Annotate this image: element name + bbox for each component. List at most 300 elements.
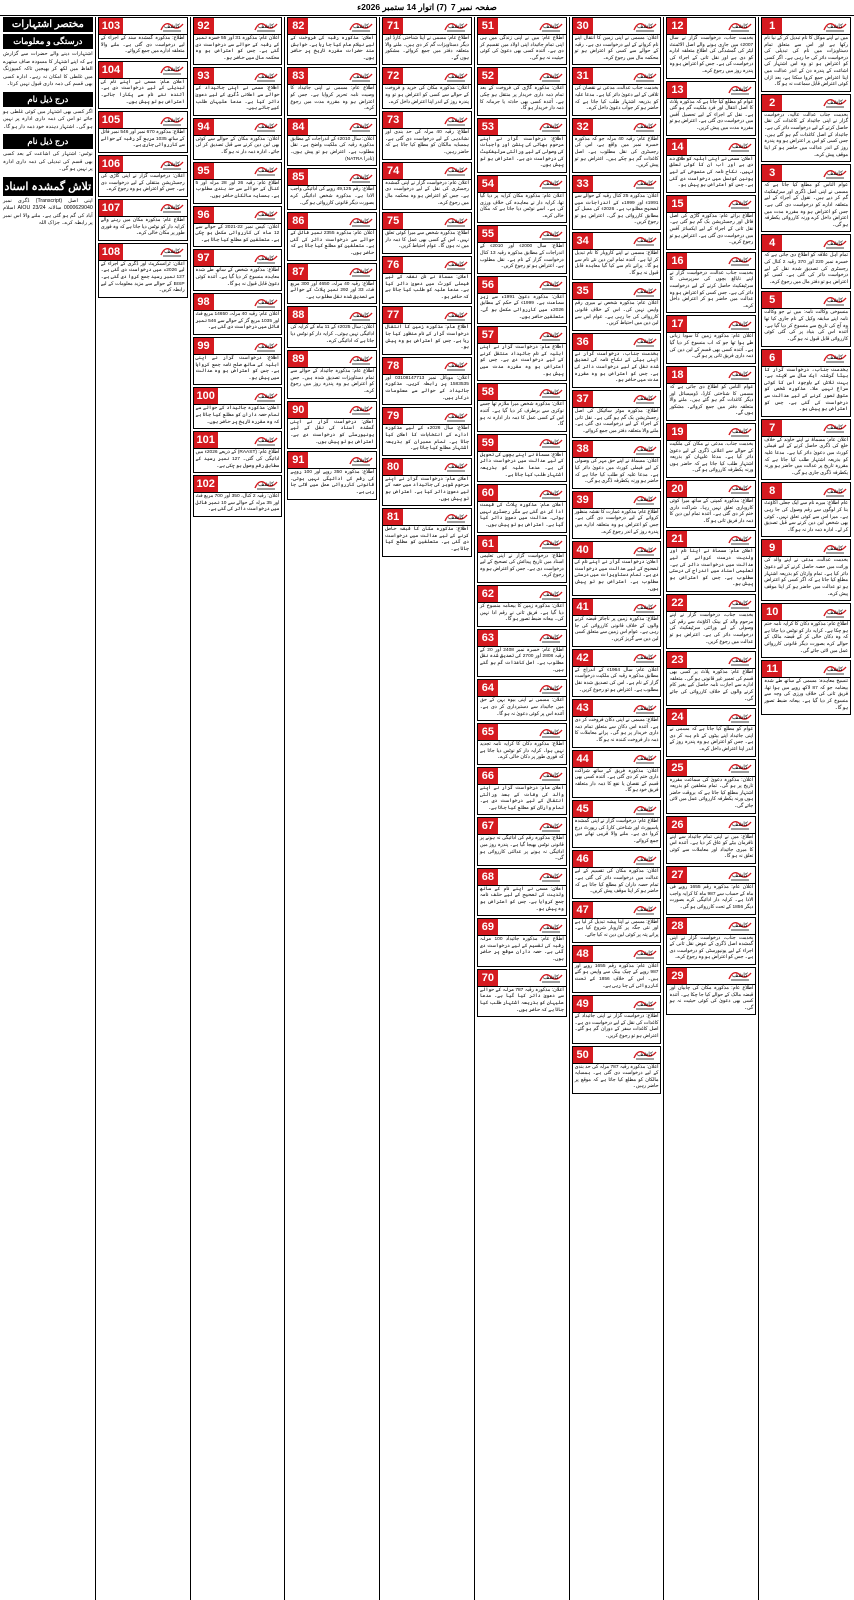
newspaper-logo-icon xyxy=(538,820,564,833)
ad-number: 12 xyxy=(667,18,687,34)
ad-header xyxy=(478,119,566,136)
ad-number: 98 xyxy=(194,294,214,310)
classified-ad[interactable] xyxy=(761,94,851,162)
ad-header xyxy=(288,119,376,136)
classified-ad[interactable] xyxy=(193,118,283,160)
svg-text:کاشف: کاشف xyxy=(732,22,749,30)
ad-logo xyxy=(214,119,282,135)
ad-text: اطلاع عام: میں نے اپنی زندگی میں ہی اپنی تمام جائیداد اپنی اولاد میں تقسیم کر دی ہے۔ آئندہ کسی بھی دعویٰ کی کوئی حیثیت نہ ہو گی۔ xyxy=(479,36,564,61)
ad-text: اعلان: مسمی نے اپنی بیوہ بہن کے حق میں جائیداد سے دستبرداری کر دی ہے۔ آئندہ اس پر کوئی دعویٰ نہ ہو گا۔ xyxy=(479,698,564,717)
ad-header xyxy=(288,264,376,281)
classified-ad[interactable] xyxy=(666,816,756,864)
newspaper-logo-icon xyxy=(538,278,564,291)
classified-ad[interactable] xyxy=(477,585,567,627)
classified-ad[interactable] xyxy=(477,225,567,273)
classified-ad[interactable] xyxy=(382,357,472,405)
classified-ad[interactable] xyxy=(477,969,567,1017)
classified-ad[interactable] xyxy=(666,81,756,136)
classified-ad[interactable] xyxy=(761,660,851,715)
classified-ad[interactable] xyxy=(666,594,756,649)
classified-ad[interactable] xyxy=(287,306,377,348)
svg-text:کاشف: کاشف xyxy=(258,211,275,219)
classified-ad[interactable] xyxy=(477,868,567,916)
ad-logo xyxy=(403,213,471,229)
ad-header xyxy=(478,724,566,741)
classified-ad[interactable] xyxy=(477,484,567,532)
ad-header xyxy=(762,420,850,437)
ad-header xyxy=(762,95,850,112)
ad-number: 100 xyxy=(194,388,218,404)
ad-number: 32 xyxy=(573,119,593,135)
classified-ad[interactable] xyxy=(193,249,283,291)
classified-ad[interactable] xyxy=(666,195,756,250)
classified-ad[interactable] xyxy=(666,17,756,79)
newspaper-logo-icon xyxy=(632,998,658,1011)
classified-ad[interactable] xyxy=(193,387,283,429)
classified-ad[interactable] xyxy=(761,482,851,537)
ad-number: 21 xyxy=(667,531,687,547)
ad-number: 83 xyxy=(288,68,308,84)
editorial-bar-1: مختصر اشتہارات xyxy=(3,17,93,32)
classified-ad[interactable] xyxy=(572,491,662,539)
ad-header xyxy=(573,119,661,136)
ad-number: 54 xyxy=(478,176,498,192)
classified-ad[interactable] xyxy=(477,817,567,865)
ad-header xyxy=(762,540,850,557)
ad-number: 90 xyxy=(288,402,308,418)
ad-header xyxy=(573,902,661,919)
classified-ad[interactable] xyxy=(98,61,188,109)
classified-ad[interactable] xyxy=(382,306,472,354)
ad-column-8 xyxy=(95,17,190,1600)
ad-logo xyxy=(687,918,755,934)
ad-number: 62 xyxy=(478,586,498,602)
classified-ad[interactable] xyxy=(761,164,851,232)
classified-ad[interactable] xyxy=(382,162,472,210)
classified-ad[interactable] xyxy=(193,162,283,204)
classified-ad[interactable] xyxy=(761,291,851,346)
ad-logo xyxy=(687,18,755,34)
classified-ad[interactable] xyxy=(477,434,567,482)
newspaper-logo-icon xyxy=(538,20,564,33)
classified-ad[interactable] xyxy=(572,67,662,115)
ad-text: اطلاع: مذکورہ رقم کی ادائیگی نہ ہونے پر قانونی نوٹس بھیجا گیا ہے۔ پندرہ روز میں ادائیگی نہ ہونے پر عدالتی کارروائی ہو گی۔ xyxy=(479,836,564,862)
classified-ad[interactable] xyxy=(382,407,472,455)
ad-logo xyxy=(498,768,566,784)
newspaper-logo-icon xyxy=(538,436,564,449)
classified-ad[interactable] xyxy=(572,232,662,280)
newspaper-logo-icon xyxy=(538,769,564,782)
classified-ad[interactable] xyxy=(666,708,756,756)
ad-text: اعلان عام: درخواست گزار نے اپنی گمشدہ رجسٹری کی نقل کے لیے درخواست دی ہے۔ جس کو اعتراض ہو وہ محکمہ مال میں رجوع کرے۔ xyxy=(385,180,469,206)
ad-logo xyxy=(498,384,566,400)
svg-text:کاشف: کاشف xyxy=(732,713,749,721)
ad-text: اطلاع عام: رقبہ 26 اور 28 مرلہ اور 5 کنال کے حوالے سے حد بندی مطلوب ہے۔ ہمسایہ مالکان حاضر ہوں۔ xyxy=(195,180,280,199)
ad-header xyxy=(194,338,282,355)
classified-ad[interactable] xyxy=(666,967,756,1015)
ad-logo xyxy=(214,68,282,84)
classified-ad[interactable] xyxy=(761,17,851,92)
newspaper-logo-icon xyxy=(632,601,658,614)
ad-header xyxy=(478,768,566,785)
ad-text: اعلان: رقبہ 2 کنال، 350 اور 700 مربع فٹ اور 35 مرلہ کے حوالے سے 10 نمبر فائل میں درخواست دائر کی گئی ہے۔ xyxy=(195,494,280,513)
classified-ad[interactable] xyxy=(193,67,283,115)
classified-ad[interactable] xyxy=(572,1046,662,1094)
ad-header xyxy=(762,235,850,252)
ad-logo xyxy=(123,18,186,34)
ad-logo xyxy=(498,176,566,192)
ad-header xyxy=(194,476,282,493)
ad-header xyxy=(667,760,755,777)
classified-ad[interactable] xyxy=(287,17,377,65)
classified-ad[interactable] xyxy=(572,440,662,488)
classified-ad[interactable] xyxy=(572,118,662,173)
newspaper-logo-icon xyxy=(443,114,469,127)
svg-text:کاشف: کاشف xyxy=(542,772,559,780)
ad-number: 63 xyxy=(478,630,498,646)
ad-header xyxy=(667,316,755,333)
ad-logo xyxy=(687,424,755,440)
ad-logo xyxy=(498,630,566,646)
ad-text: اعلان عام: مذکورہ رقم 1655 روپے اور 987 روپے کے چیک بینک سے واپس ہو گئے ہیں۔ اس کے خلاف 1856 کے تحت کارروائی کی جا رہی ہے۔ xyxy=(574,963,659,989)
newspaper-logo-icon xyxy=(538,537,564,550)
classified-ad[interactable] xyxy=(382,458,472,506)
ad-logo xyxy=(403,163,471,179)
classified-ad[interactable] xyxy=(572,750,662,798)
ad-number: 67 xyxy=(478,818,498,834)
classified-ad[interactable] xyxy=(477,118,567,173)
ad-logo xyxy=(593,599,661,615)
classified-ad[interactable] xyxy=(477,383,567,431)
ad-logo xyxy=(498,327,566,343)
classified-ad[interactable] xyxy=(477,679,567,721)
ad-text: اطلاع: درخواست گزار نے اپنی اہلیہ کے ساتھ صلح نامہ جمع کروایا ہے۔ جس کو اعتراض ہو وہ عدالت میں پیش ہو۔ xyxy=(195,356,280,381)
newspaper-logo-icon xyxy=(632,702,658,715)
svg-text:کاشف: کاشف xyxy=(258,123,275,131)
ad-header xyxy=(478,919,566,936)
newspaper-logo-icon xyxy=(727,20,753,33)
classified-ad[interactable] xyxy=(572,390,662,438)
classified-ad[interactable] xyxy=(761,539,851,601)
ad-number: 14 xyxy=(667,139,687,155)
ad-number: 88 xyxy=(288,307,308,323)
newspaper-logo-icon xyxy=(348,215,374,228)
ad-text: اعلان: مسماۃ نے اپنے حق مہر کی وصولی کے لیے فیملی کورٹ میں دعویٰ دائر کیا ہے۔ مدعا علیہ کو طلب کیا جاتا ہے کہ حاضر ہو ورنہ یکطرفہ ڈگری ہو گی۔ xyxy=(574,459,659,485)
ad-logo xyxy=(498,724,566,740)
ad-logo xyxy=(308,119,376,135)
classified-ad[interactable] xyxy=(287,212,377,260)
ad-logo xyxy=(593,700,661,716)
ad-logo xyxy=(214,250,282,266)
ad-text: اعلان عام: مذکورہ 2355 نمبر فائل کے حوالے سے درخواست دائر کی گئی ہے۔ متعلقین کو مطلع کیا جاتا ہے کہ حاضر ہوں۔ xyxy=(290,231,375,256)
classified-ad[interactable] xyxy=(477,67,567,115)
ad-text: اعلان: مذکورہ شخص میرا ملازم تھا جسے نوکری سے برطرف کر دیا گیا ہے۔ آئندہ اس کے کسی عمل کا ذمہ دار ادارہ نہ ہو گا۔ xyxy=(479,402,564,428)
ad-header xyxy=(478,970,566,987)
classified-ad[interactable] xyxy=(666,315,756,363)
classified-ad[interactable] xyxy=(572,995,662,1043)
ad-number: 1 xyxy=(762,18,782,34)
classified-ad[interactable] xyxy=(98,111,188,153)
ad-logo xyxy=(308,213,376,229)
classified-ad[interactable] xyxy=(477,175,567,223)
ad-logo xyxy=(687,82,755,98)
ad-logo xyxy=(214,18,282,34)
ad-text: اعلان: مسمی نے اپنی زمین کا انتقال اپنے نام کروانے کے لیے درخواست دی ہے۔ رقبہ کے حوالے سے کسی کو اعتراض ہو تو محکمہ مال میں رجوع کرے۔ xyxy=(574,36,659,61)
classified-ad[interactable] xyxy=(382,67,472,109)
ad-header xyxy=(573,391,661,408)
classified-ad[interactable] xyxy=(477,723,567,765)
ad-logo xyxy=(218,432,281,448)
ad-number: 57 xyxy=(478,327,498,343)
svg-text:کاشف: کاشف xyxy=(542,439,559,447)
ad-header xyxy=(383,163,471,180)
newspaper-logo-icon xyxy=(822,542,848,555)
newspaper-logo-icon xyxy=(348,265,374,278)
newspaper-logo-icon xyxy=(822,485,848,498)
ad-number: 99 xyxy=(194,338,214,354)
svg-text:کاشف: کاشف xyxy=(258,392,275,400)
ad-text: اطلاع: مذکورہ 350 روپے اور 100 روپے کی رقم کی ادائیگی نہیں ہوئی۔ قانونی کارروائی عمل میں لائی جا رہی ہے۔ xyxy=(290,470,375,495)
newspaper-logo-icon xyxy=(348,353,374,366)
classified-ad[interactable] xyxy=(761,419,851,481)
ad-text: اعلان: مسماۃ نے نان نفقہ کے لیے فیملی کورٹ میں دعویٰ دائر کیا ہے۔ مدعا علیہ کو طلب کیا جاتا ہے کہ حاضر ہو۔ xyxy=(385,274,469,300)
svg-text:کاشف: کاشف xyxy=(827,665,843,673)
ad-logo xyxy=(593,492,661,508)
classified-ad[interactable] xyxy=(477,326,567,381)
ad-number: 46 xyxy=(573,851,593,867)
svg-text:کاشف: کاشف xyxy=(542,634,559,642)
svg-text:کاشف: کاشف xyxy=(163,248,180,256)
ad-logo xyxy=(593,996,661,1012)
svg-text:کاشف: کاشف xyxy=(637,237,654,245)
ad-number: 4 xyxy=(762,235,782,251)
classified-ad[interactable] xyxy=(477,767,567,815)
ad-header xyxy=(383,213,471,230)
ad-header xyxy=(667,82,755,99)
ad-number: 72 xyxy=(383,68,403,84)
newspaper-logo-icon xyxy=(822,294,848,307)
classified-ad[interactable] xyxy=(572,17,662,65)
ad-logo xyxy=(593,751,661,767)
ad-logo xyxy=(498,485,566,501)
svg-text:کاشف: کاشف xyxy=(827,169,843,177)
classified-ad[interactable] xyxy=(287,350,377,398)
ad-number: 104 xyxy=(99,62,123,78)
newspaper-logo-icon xyxy=(632,803,658,816)
classified-ad[interactable] xyxy=(666,480,756,528)
classified-ad[interactable] xyxy=(572,649,662,697)
ad-text: اطلاع: مسمی نے اپنا پیشہ تبدیل کر لیا ہے اور نئی جگہ پر کاروبار شروع کیا ہے۔ پرانے پتہ پر کوئی لین دین نہ کیا جائے۔ xyxy=(574,919,659,939)
svg-text:کاشف: کاشف xyxy=(353,22,370,30)
classified-ad[interactable] xyxy=(193,17,283,65)
ad-logo xyxy=(687,481,755,497)
ad-logo xyxy=(593,119,661,135)
svg-text:کاشف: کاشف xyxy=(827,544,843,552)
classified-ad[interactable] xyxy=(666,252,756,314)
ad-logo xyxy=(403,307,471,323)
classified-ad[interactable] xyxy=(98,155,188,197)
newspaper-logo-icon xyxy=(822,606,848,619)
classified-ad[interactable] xyxy=(666,530,756,592)
ad-number: 23 xyxy=(667,652,687,668)
newspaper-logo-icon xyxy=(632,234,658,247)
svg-text:کاشف: کاشف xyxy=(353,406,370,414)
svg-text:کاشف: کاشف xyxy=(258,22,275,30)
ad-header xyxy=(762,661,850,678)
ad-number: 33 xyxy=(573,176,593,192)
ad-text: اعلان: مذکورہ رقبہ کی فروخت کے لیے نیلام عام کیا جا رہا ہے۔ خواہش مند حضرات مقررہ تاریخ پر حاضر ہوں۔ xyxy=(290,36,375,61)
classified-ad[interactable] xyxy=(572,850,662,898)
classified-ad[interactable] xyxy=(666,423,756,478)
ad-number: 87 xyxy=(288,264,308,280)
classified-ad[interactable] xyxy=(193,206,283,248)
ad-header xyxy=(288,18,376,35)
classified-ad[interactable] xyxy=(382,111,472,159)
ad-header xyxy=(573,492,661,509)
newspaper-logo-icon xyxy=(443,460,469,473)
ad-number: 73 xyxy=(383,112,403,128)
ad-logo xyxy=(403,459,471,475)
ad-number: 38 xyxy=(573,441,593,457)
ad-number: 17 xyxy=(667,316,687,332)
classified-ad[interactable] xyxy=(287,263,377,305)
classified-ad[interactable] xyxy=(572,333,662,388)
ad-number: 64 xyxy=(478,680,498,696)
classified-ad[interactable] xyxy=(572,598,662,646)
newspaper-logo-icon xyxy=(727,368,753,381)
classified-ad[interactable] xyxy=(666,138,756,193)
classified-ad[interactable] xyxy=(572,175,662,230)
classified-ad[interactable] xyxy=(382,212,472,254)
classified-ad[interactable] xyxy=(477,276,567,324)
ad-number: 106 xyxy=(99,156,123,172)
classified-ad[interactable] xyxy=(287,118,377,166)
svg-text:کاشف: کاشف xyxy=(353,268,370,276)
ad-logo xyxy=(687,709,755,725)
ad-text: اعلان: مسمی نے اپنی اہلیہ کو طلاق دے دی ہے اور اب ان کا کوئی تعلق نہیں۔ نکاح نامہ کی منسوخی کے لیے یونین کونسل میں درخواست دی گئی ہے۔ جس کو اعتراض ہو پیش ہو۔ xyxy=(669,156,754,189)
classified-ad[interactable] xyxy=(666,366,756,421)
classified-ad[interactable] xyxy=(666,651,756,706)
ad-number: 95 xyxy=(194,163,214,179)
ad-number: 31 xyxy=(573,68,593,84)
ad-header xyxy=(667,652,755,669)
ad-text: اطلاع: سال 2026ء کے لیے مذکورہ ادارے کے انتخابات کا اعلان کیا جاتا ہے۔ تمام ممبران کو بذریعہ اشتہار مطلع کیا جاتا ہے۔ xyxy=(385,426,469,452)
ad-header xyxy=(478,586,566,603)
ad-logo xyxy=(498,586,566,602)
classified-ad[interactable] xyxy=(382,256,472,304)
classified-ad[interactable] xyxy=(98,243,188,298)
ad-number: 49 xyxy=(573,996,593,1012)
ad-logo xyxy=(498,119,566,135)
ad-logo xyxy=(123,244,186,260)
classified-ad[interactable] xyxy=(666,866,756,914)
classified-ad[interactable] xyxy=(761,234,851,289)
ad-number: 61 xyxy=(478,536,498,552)
classified-ad[interactable] xyxy=(193,293,283,335)
ad-text: اعلان عام: درخواست گزار نے اپنے مرحوم شوہر کی جائیداد میں حصہ کے لیے دعویٰ دائر کیا ہے۔ اعتراض ہو تو پیش ہوں۔ xyxy=(385,476,469,502)
classified-ad[interactable] xyxy=(572,699,662,747)
newspaper-logo-icon xyxy=(159,114,185,127)
newspaper-logo-icon xyxy=(538,631,564,644)
classified-ad[interactable] xyxy=(477,17,567,65)
classified-ad[interactable] xyxy=(572,901,662,943)
svg-text:کاشف: کاشف xyxy=(637,805,654,813)
classified-ad[interactable] xyxy=(98,199,188,241)
classified-ad[interactable] xyxy=(477,629,567,677)
newspaper-logo-icon xyxy=(727,969,753,982)
newspaper-logo-icon xyxy=(538,177,564,190)
ad-header xyxy=(573,68,661,85)
classified-ad[interactable] xyxy=(477,535,567,583)
classified-ad[interactable] xyxy=(761,349,851,417)
classified-ad[interactable] xyxy=(761,603,851,658)
ad-logo xyxy=(123,62,186,78)
newspaper-logo-icon xyxy=(538,588,564,601)
classified-ad[interactable] xyxy=(382,508,472,556)
classified-ad[interactable] xyxy=(287,451,377,499)
ad-header xyxy=(99,200,187,217)
newspaper-logo-icon xyxy=(159,201,185,214)
ad-logo xyxy=(123,112,186,128)
classified-ad[interactable] xyxy=(287,67,377,115)
classified-ad[interactable] xyxy=(382,17,472,65)
classified-ad[interactable] xyxy=(98,17,188,59)
ad-logo xyxy=(687,817,755,833)
svg-text:کاشف: کاشف xyxy=(542,590,559,598)
classified-ad[interactable] xyxy=(666,917,756,965)
classified-ad[interactable] xyxy=(572,541,662,596)
newspaper-logo-icon xyxy=(632,335,658,348)
classified-ad[interactable] xyxy=(287,168,377,210)
newspaper-logo-icon xyxy=(253,120,279,133)
svg-text:کاشف: کاشف xyxy=(827,487,843,495)
ad-logo xyxy=(782,483,850,499)
classified-ad[interactable] xyxy=(572,800,662,848)
ad-logo xyxy=(403,509,471,525)
svg-text:کاشف: کاشف xyxy=(542,180,559,188)
svg-text:کاشف: کاشف xyxy=(447,72,464,80)
svg-text:کاشف: کاشف xyxy=(732,764,749,772)
classified-ad[interactable] xyxy=(193,475,283,517)
classified-ad[interactable] xyxy=(572,945,662,993)
ad-logo xyxy=(123,200,186,216)
ad-number: 107 xyxy=(99,200,123,216)
classified-ad[interactable] xyxy=(193,431,283,473)
ad-logo xyxy=(498,919,566,935)
classified-ad[interactable] xyxy=(572,282,662,330)
classified-ad[interactable] xyxy=(477,918,567,966)
ad-header xyxy=(194,432,282,449)
ad-text: اعلان: سال 2010ء کے اندراجات کے مطابق مذکورہ رقبہ کی ملکیت واضح ہے۔ نقل مطلوب ہے۔ اعتراض ہو تو پیش ہوں۔ (نادرا NATRA) xyxy=(290,136,375,162)
ad-number: 47 xyxy=(573,902,593,918)
ad-header xyxy=(573,851,661,868)
ad-text: اطلاع عام: مسمی نے اپنی جائیداد کا وصیت نامہ تحریر کروایا ہے۔ جس کو اعتراض ہو وہ مقررہ مدت میں رجوع کرے۔ xyxy=(290,86,375,112)
ad-number: 86 xyxy=(288,213,308,229)
editorial-bar-3: درج ذیل نام xyxy=(3,92,93,107)
classified-ad[interactable] xyxy=(287,401,377,449)
classified-ad[interactable] xyxy=(666,759,756,814)
ad-header xyxy=(478,680,566,697)
ad-header xyxy=(573,946,661,963)
svg-text:کاشف: کاشف xyxy=(732,656,749,664)
ad-text: اطلاع: مسماۃ نے اپنے بچوں کی تحویل کے لیے عدالت میں درخواست دائر کی ہے۔ مدعا علیہ کو بذریعہ اشتہار طلب کیا جاتا ہے۔ xyxy=(479,452,564,478)
svg-text:کاشف: کاشف xyxy=(542,230,559,238)
ad-logo xyxy=(308,68,376,84)
ad-text: اعلان: درخواست گزار نے اپنے نام کی تصحیح کے لیے عدالت میں درخواست دی ہے۔ تمام دستاویزات میں درستی مطلوب ہے۔ اعتراض ہو تو پیش ہوں۔ xyxy=(574,560,659,592)
classified-ad[interactable] xyxy=(193,337,283,385)
ad-header xyxy=(478,384,566,401)
ad-text: منسوخی وکالت نامہ: میں نے جو وکالت نامہ اپنے سابقہ وکیل کے نام جاری کیا تھا وہ آج کی تاریخ سے منسوخ کر دیا گیا ہے۔ آئندہ اس کی بنیاد پر کی گئی کوئی کارروائی قابل قبول نہ ہو گی۔ xyxy=(764,310,848,342)
